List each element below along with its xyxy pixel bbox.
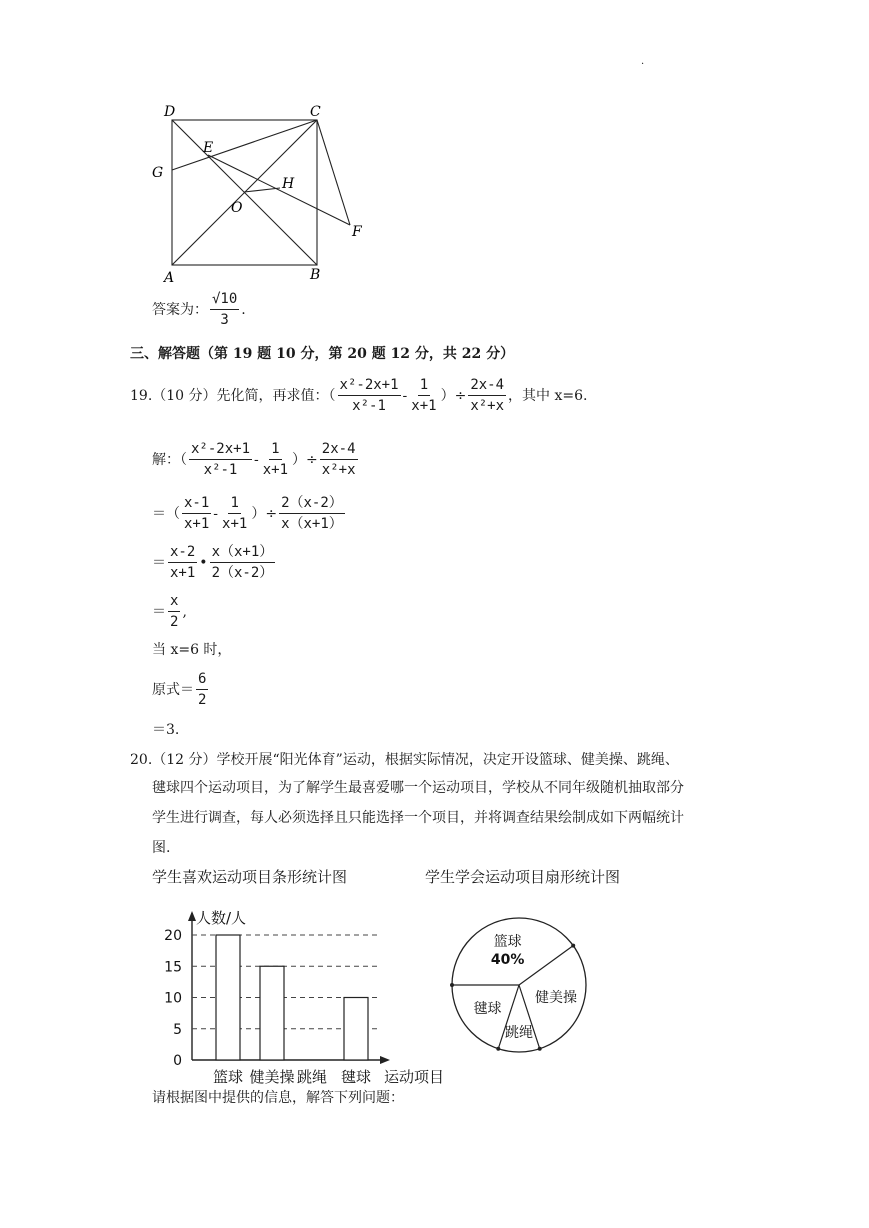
bar-1 — [260, 966, 284, 1060]
x-axis-label: 运动项目 — [384, 1068, 445, 1086]
label-e: E — [203, 140, 214, 156]
label-h: H — [282, 176, 295, 192]
q19-s3-f1-den: x+1 — [170, 565, 196, 581]
pie-chart-title: 学生学会运动项目扇形统计图 — [425, 868, 621, 886]
pie-divider-dot — [450, 983, 454, 987]
q19-f2-den: x+1 — [411, 398, 437, 414]
answer-prefix: 答案为： — [152, 301, 208, 318]
q19-s4-den: 2 — [170, 614, 179, 630]
pie-divider-dot — [496, 1047, 500, 1051]
q19-s3-prefix: ＝ — [152, 554, 166, 571]
y-tick-label: 20 — [164, 928, 182, 944]
q19-sol-f2-num: 1 — [269, 440, 281, 460]
q19-s3-dot: • — [199, 554, 208, 571]
q19-s2-f2-num: 1 — [228, 494, 240, 514]
q19-minus: - — [402, 387, 408, 404]
q19-s2-f1-num: x-1 — [182, 494, 211, 514]
q20-line2: 毽球四个运动项目，为了解学生最喜爱哪一个运动项目，学校从不同年级随机抽取部分 — [152, 780, 684, 796]
corner-mark: . — [641, 56, 645, 67]
y-tick-label: 10 — [164, 990, 182, 1007]
y-axis-label: 人数/人 — [196, 909, 247, 927]
q19-orig-num: 6 — [196, 670, 208, 690]
label-a: A — [164, 270, 175, 285]
q19-head: 19.（10 分）先化简，再求值：（ — [130, 387, 336, 404]
q19-s2-f3-num: 2（x-2） — [279, 494, 345, 514]
segment-gc — [172, 120, 317, 170]
bar-0 — [216, 935, 240, 1060]
answer-numerator: √10 — [210, 290, 239, 310]
label-b: B — [310, 267, 321, 283]
q19-f1-num: x²-2x+1 — [338, 376, 401, 396]
y-tick-label: 0 — [173, 1053, 182, 1069]
q19-orig — [152, 670, 210, 709]
x-axis-arrow — [380, 1056, 390, 1064]
q19-sol-f3-num: 2x-4 — [320, 440, 358, 460]
q20-footer: 请根据图中提供的信息，解答下列问题： — [152, 1090, 404, 1106]
pie-chart — [445, 915, 605, 1060]
q19-s4-num: x — [168, 592, 180, 612]
label-c: C — [310, 104, 321, 120]
x-tick-label: 健美操 — [249, 1068, 295, 1086]
q19-s3-f1-num: x-2 — [168, 543, 197, 563]
q19-sol-prefix: 解：（ — [152, 451, 187, 468]
section-title: 三、解答题（第 19 题 10 分，第 20 题 12 分，共 22 分） — [130, 346, 515, 362]
x-tick-label: 跳绳 — [296, 1068, 328, 1086]
answer-denominator: 3 — [220, 312, 229, 328]
label-g: G — [152, 165, 164, 181]
q19-orig-den: 2 — [198, 692, 207, 708]
q19-close-div: ）÷ — [440, 387, 467, 404]
q19-s2-minus: - — [213, 505, 219, 522]
q20-line3: 学生进行调查，每人必须选择且只能选择一个项目，并将调查结果绘制成如下两幅统计 — [152, 810, 684, 826]
bar-3 — [344, 998, 368, 1061]
q19-s4-suffix: , — [182, 603, 187, 620]
bar-chart — [140, 895, 450, 1090]
q19-sol-f1-num: x²-2x+1 — [189, 440, 252, 460]
label-o: O — [231, 200, 243, 216]
q19-step2 — [152, 494, 347, 533]
q19-when: 当 x=6 时， — [152, 642, 232, 658]
answer-suffix: . — [241, 301, 246, 318]
q19-sol-f1-den: x²-1 — [203, 462, 238, 478]
q19-s2-prefix: ＝（ — [152, 505, 180, 522]
answer-line — [152, 290, 246, 329]
pie-label-1: 健美操 — [534, 990, 577, 1007]
q19-step1 — [152, 440, 360, 479]
segment-ef — [208, 155, 350, 225]
q19-sol-f2-den: x+1 — [262, 462, 289, 478]
geometry-figure — [140, 100, 380, 285]
pie-divider-dot — [571, 944, 575, 948]
q19-result: ＝3. — [152, 722, 180, 738]
segment-cf — [317, 120, 350, 225]
q19-step3 — [152, 543, 277, 582]
x-tick-label: 篮球 — [212, 1068, 244, 1086]
q20-line4: 图. — [152, 840, 171, 856]
q19-sol-minus: - — [254, 451, 259, 468]
y-axis-arrow — [188, 911, 196, 921]
q19-step4 — [152, 592, 187, 631]
q19-sol-f3-den: x²+x — [321, 462, 356, 478]
q19-s2-f3-den: x（x+1） — [281, 516, 343, 532]
q19-tail: ，其中 x=6. — [508, 387, 588, 404]
pie-label-0: 篮球 — [493, 933, 522, 950]
q19-sol-close-div: ）÷ — [292, 451, 318, 468]
pie-divider-dot — [538, 1047, 542, 1051]
label-d: D — [164, 104, 176, 120]
y-tick-label: 15 — [164, 959, 182, 976]
q20-line1: 20.（12 分）学校开展“阳光体育”运动，根据实际情况，决定开设篮球、健美操、跳绳、 — [130, 752, 679, 768]
q19-s2-f2-den: x+1 — [222, 516, 248, 532]
q19-orig-prefix: 原式＝ — [152, 681, 194, 698]
q19-statement — [130, 376, 587, 415]
q19-s2-div: ）÷ — [251, 505, 278, 522]
label-f: F — [352, 224, 362, 240]
y-tick-label: 5 — [173, 1021, 182, 1038]
q19-s3-f2-num: x（x+1） — [210, 543, 276, 563]
q19-s4-prefix: ＝ — [152, 603, 166, 620]
q19-f1-den: x²-1 — [352, 398, 386, 414]
q19-s2-f1-den: x+1 — [184, 516, 210, 532]
pie-percent-label: 40% — [490, 951, 525, 968]
q19-f3-den: x²+x — [470, 398, 505, 414]
pie-label-2: 跳绳 — [505, 1024, 533, 1041]
q19-f3-num: 2x-4 — [468, 376, 506, 396]
bar-chart-title: 学生喜欢运动项目条形统计图 — [152, 868, 348, 886]
pie-label-3: 毽球 — [473, 1000, 502, 1017]
segment-oh — [244, 188, 280, 192]
q19-s3-f2-den: 2（x-2） — [211, 565, 274, 581]
q19-f2-num: 1 — [418, 376, 430, 396]
x-tick-label: 毽球 — [340, 1068, 372, 1086]
